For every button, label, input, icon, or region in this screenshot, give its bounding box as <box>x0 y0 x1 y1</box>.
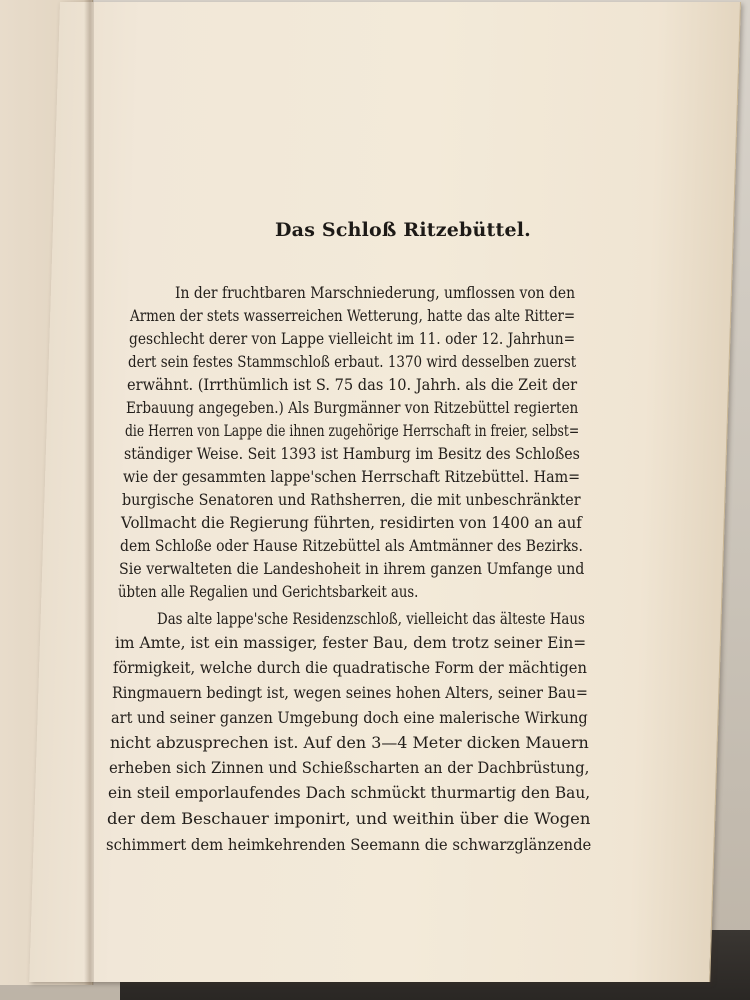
text-line: Armen der stets wasserreichen Wetterung, hatte das alte Ritter= <box>130 307 576 325</box>
text-line: förmigkeit, welche durch die quadratische Form der mächtigen <box>113 659 587 677</box>
text-line: erheben sich Zinnen und Schießscharten an der Dachbrüstung, <box>109 759 590 777</box>
text-line: ständiger Weise. Seit 1393 ist Hamburg im Besitz des Schloßes <box>124 445 580 463</box>
text-line: die Herren von Lappe die ihnen zugehörige Herrschaft in freier, selbst= <box>125 422 580 440</box>
text-line: geschlecht derer von Lappe vielleicht im 11. oder 12. Jahrhun= <box>129 330 576 348</box>
text-line: In der fruchtbaren Marschniederung, umflossen von den <box>175 284 576 302</box>
text-line: wie der gesammten lappe'schen Herrschaft Ritzebüttel. Ham= <box>123 468 581 486</box>
text-line: Das alte lappe'sche Residenzschloß, vielleicht das älteste Haus <box>157 610 585 628</box>
text-line: erwähnt. (Irrthümlich ist S. 75 das 10. Jahrh. als die Zeit der <box>127 376 578 394</box>
text-line: im Amte, ist ein massiger, fester Bau, dem trotz seiner Ein= <box>115 634 587 652</box>
text-line: Erbauung angegeben.) Als Burgmänner von Ritzebüttel regierten <box>126 399 579 417</box>
text-line: Ringmauern bedingt ist, wegen seines hohen Alters, seiner Bau= <box>112 684 588 702</box>
page-title: Das Schloß Ritzebüttel. <box>275 219 531 241</box>
text-line: dert sein festes Stammschloß erbaut. 1370 wird desselben zuerst <box>128 353 577 371</box>
text-line: dem Schloße oder Hause Ritzebüttel als Amtmänner des Bezirks. <box>120 537 583 555</box>
text-line: Sie verwalteten die Landeshoheit in ihrem ganzen Umfange und <box>119 560 585 578</box>
text-line: übten alle Regalien und Gerichtsbarkeit aus. <box>118 583 419 601</box>
text-line: der dem Beschauer imponirt, und weithin über die Wogen <box>107 810 591 828</box>
text-line: nicht abzusprechen ist. Auf den 3—4 Meter dicken Mauern <box>110 734 589 752</box>
text-line: art und seiner ganzen Umgebung doch eine malerische Wirkung <box>111 709 588 727</box>
text-line: Vollmacht die Regierung führten, residirten von 1400 an auf <box>121 514 582 532</box>
text-line: ein steil emporlaufendes Dach schmückt thurmartig den Bau, <box>108 784 591 802</box>
text-line: schimmert dem heimkehrenden Seemann die schwarzglänzende <box>106 836 592 854</box>
gutter-shadow <box>84 0 94 985</box>
text-line: burgische Senatoren und Rathsherren, die mit unbeschränkter <box>122 491 581 509</box>
